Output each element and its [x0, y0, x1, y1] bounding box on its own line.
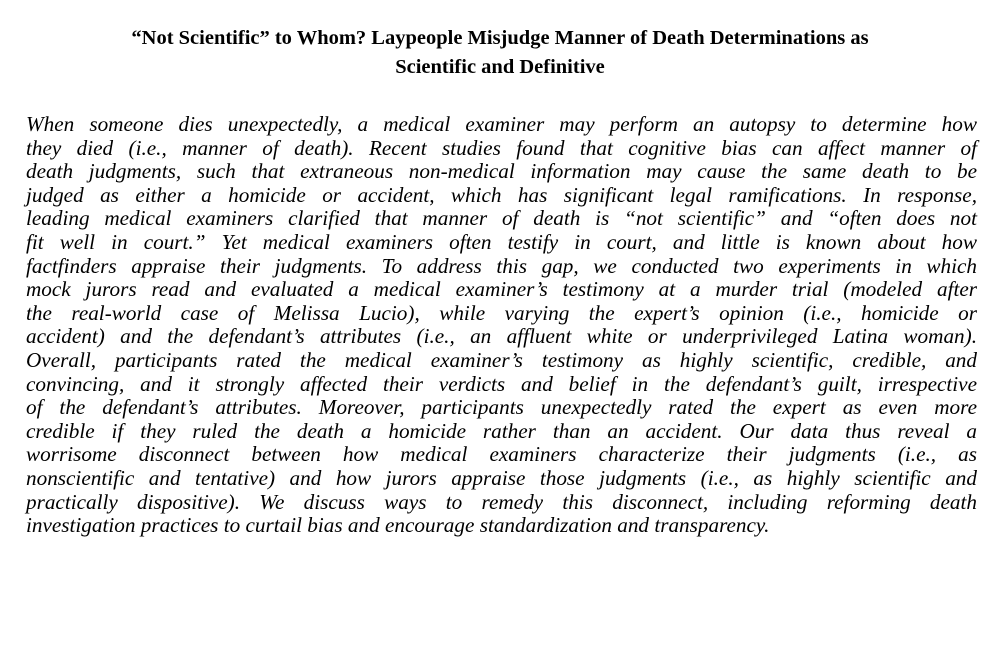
abstract-line: mock jurors read and evaluated a medical examiner’s testimony at a murder trial (modeled after: [26, 277, 977, 302]
abstract-paragraph: [26, 113, 977, 538]
title-line: Scientific and Definitive: [395, 56, 605, 78]
title-line: “Not Scientific” to Whom? Laypeople Misjudge Manner of Death Determinations as: [131, 27, 869, 49]
abstract-line: leading medical examiners clarified that manner of death is “not scientific” and “often does not: [26, 206, 977, 231]
abstract-line: investigation practices to curtail bias and encourage standardization and transparency.: [26, 513, 770, 538]
abstract-line: practically dispositive). We discuss ways to remedy this disconnect, including reforming death: [26, 489, 977, 514]
abstract-line: death judgments, such that extraneous non-medical information may cause the same death to be: [26, 159, 977, 184]
abstract-line: the real-world case of Melissa Lucio), while varying the expert’s opinion (i.e., homicide or: [26, 300, 977, 325]
abstract-line: judged as either a homicide or accident, which has significant legal ramifications. In response,: [26, 182, 977, 207]
abstract-line: convincing, and it strongly affected their verdicts and belief in the defendant’s guilt, irrespective: [26, 371, 977, 396]
abstract-line: factfinders appraise their judgments. To address this gap, we conducted two experiments in which: [26, 253, 977, 278]
abstract-line: of the defendant’s attributes. Moreover, participants unexpectedly rated the expert as even more: [26, 395, 977, 420]
abstract-line: credible if they ruled the death a homicide rather than an accident. Our data thus reveal a: [26, 418, 977, 443]
abstract-line: worrisome disconnect between how medical examiners characterize their judgments (i.e., as: [26, 442, 977, 467]
abstract-line: accident) and the defendant’s attributes (i.e., an affluent white or underprivileged Latina woman).: [26, 324, 977, 349]
abstract-line: they died (i.e., manner of death). Recent studies found that cognitive bias can affect manner of: [26, 135, 977, 160]
abstract-line: Overall, participants rated the medical examiner’s testimony as highly scientific, credible, and: [26, 347, 977, 372]
abstract-line: fit well in court.” Yet medical examiners often testify in court, and little is known about how: [26, 229, 977, 254]
abstract-line: nonscientific and tentative) and how jurors appraise those judgments (i.e., as highly scientific and: [26, 465, 977, 490]
paper-title: [40, 24, 960, 82]
abstract-line: When someone dies unexpectedly, a medical examiner may perform an autopsy to determine how: [26, 112, 977, 136]
